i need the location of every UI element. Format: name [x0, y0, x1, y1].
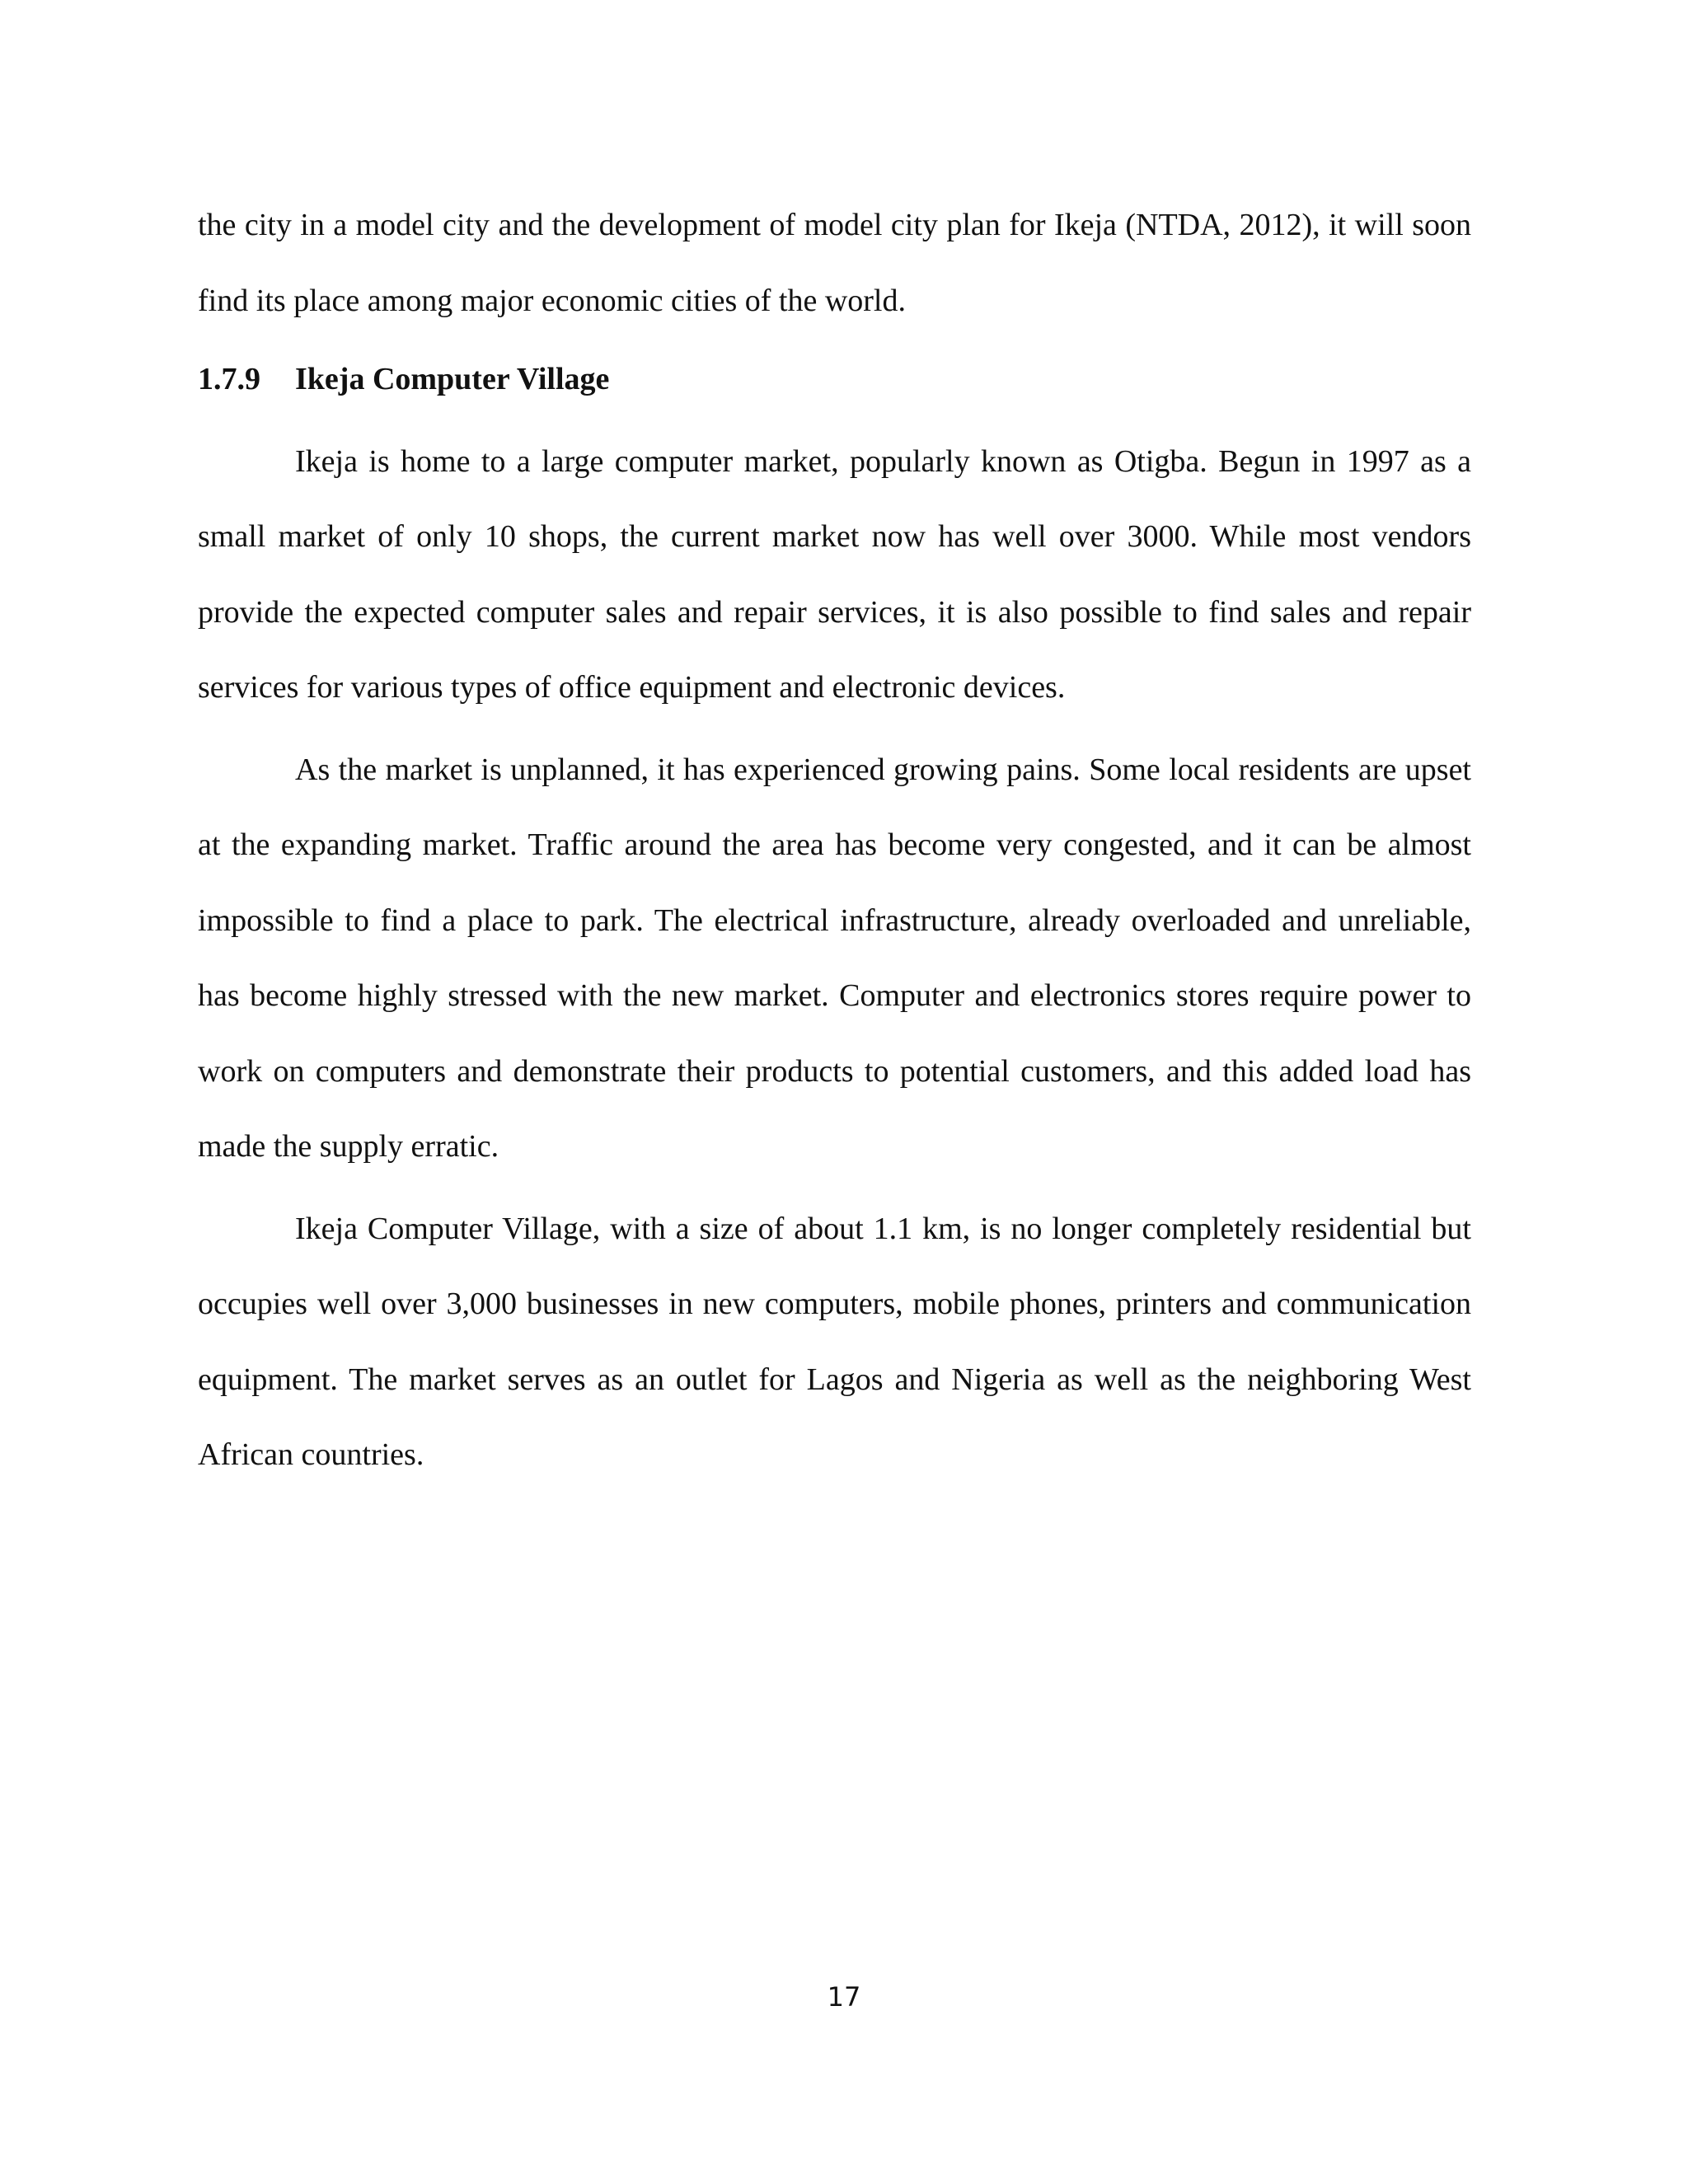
- body-paragraph: Ikeja is home to a large computer market, popularly known as Otigba. Begun in 1997 as a small market of only 10 shops, the current market now has well over 3000. While most vendors provide the expected computer sales and repair services, it is also possible to find sales and repair services for various types of office equipment and electronic devices.: [198, 443, 1471, 705]
- section-title: Ikeja Computer Village: [295, 362, 610, 396]
- page-content: [198, 188, 1471, 1493]
- body-paragraph: Ikeja Computer Village, with a size of about 1.1 km, is no longer completely residential but occupies well over 3,000 businesses in new computers, mobile phones, printers and communication equipment. The market serves as an outlet for Lagos and Nigeria as well as the neighboring West African countries.: [198, 1211, 1471, 1472]
- page-number: 17: [827, 1981, 861, 2013]
- body-paragraph: As the market is unplanned, it has experienced growing pains. Some local residents are upset at the expanding market. Traffic around the area has become very congested, and it can be almost impossible to find a place to park. The electrical infrastructure, already overloaded and unreliable, has become highly stressed with the new market. Computer and electronics stores require power to work on computers and demonstrate their products to potential customers, and this added load has made the supply erratic.: [198, 752, 1471, 1164]
- continuation-paragraph: the city in a model city and the development of model city plan for Ikeja (NTDA, 2012), it will soon find its place among major economic cities of the world.: [198, 208, 1471, 318]
- section-number: 1.7.9: [198, 362, 260, 396]
- section-heading: [198, 342, 1471, 418]
